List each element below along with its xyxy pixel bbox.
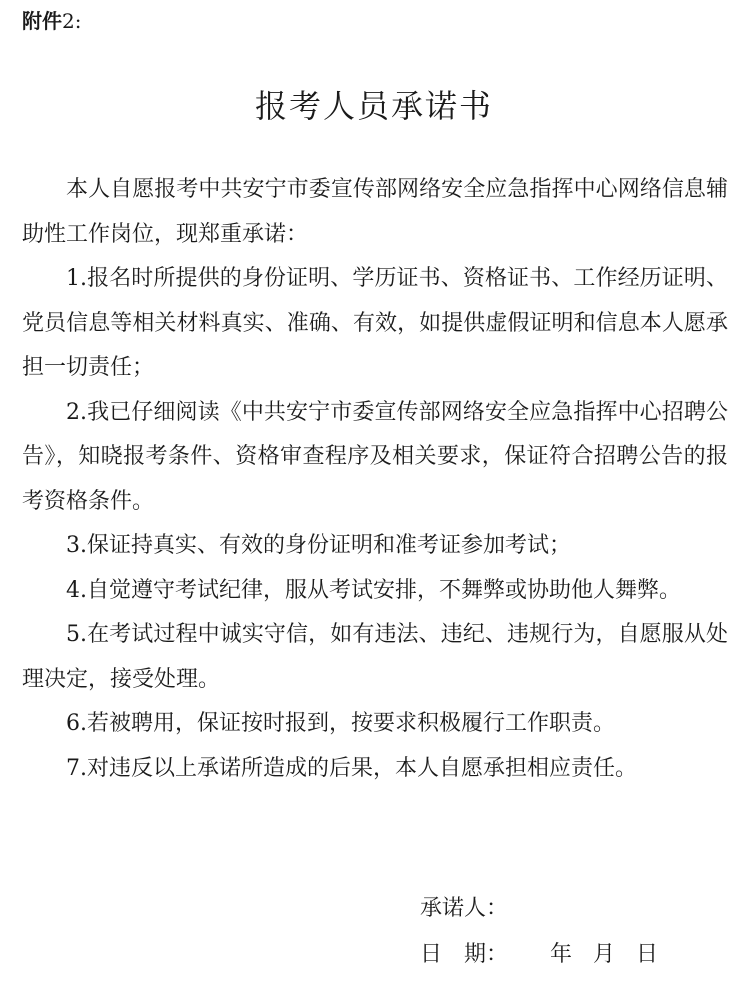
attachment-label	[22, 6, 81, 36]
paragraph-item-5: 5.在考试过程中诚实守信，如有违法、违纪、违规行为，自愿服从处理决定，接受处理。	[22, 622, 728, 692]
day-label: 日	[635, 942, 658, 967]
year-label: 年	[549, 942, 572, 967]
paragraph-item-4: 4.自觉遵守考试纪律，服从考试安排，不舞弊或协助他人舞弊。	[66, 577, 681, 603]
signature-block	[420, 886, 658, 978]
document-body	[22, 168, 728, 791]
paragraph-item-7: 7.对违反以上承诺所造成的后果，本人自愿承担相应责任。	[66, 755, 637, 781]
paragraph-item-2: 2.我已仔细阅读《中共安宁市委宣传部网络安全应急指挥中心招聘公告》，知晓报考条件、资格审查程序及相关要求，保证符合招聘公告的报考资格条件。	[22, 399, 728, 514]
attachment-number: 2:	[62, 9, 82, 33]
month-label: 月	[592, 942, 615, 967]
promiser-label: 承诺人：	[420, 896, 509, 921]
date-line	[420, 932, 658, 978]
date-label: 日 期：	[420, 942, 509, 967]
attachment-label-text: 附件	[22, 9, 62, 33]
paragraph-intro: 本人自愿报考中共安宁市委宣传部网络安全应急指挥中心网络信息辅助性工作岗位，现郑重承诺：	[22, 177, 728, 247]
paragraph-item-3: 3.保证持真实、有效的身份证明和准考证参加考试；	[66, 533, 571, 558]
document-title: 报考人员承诺书	[254, 87, 493, 125]
paragraph-item-1: 1.报名时所提供的身份证明、学历证书、资格证书、工作经历证明、党员信息等相关材料真实、准确、有效，如提供虚假证明和信息本人愿承担一切责任；	[22, 266, 728, 380]
paragraph-item-6: 6.若被聘用，保证按时报到，按要求积极履行工作职责。	[66, 711, 615, 736]
